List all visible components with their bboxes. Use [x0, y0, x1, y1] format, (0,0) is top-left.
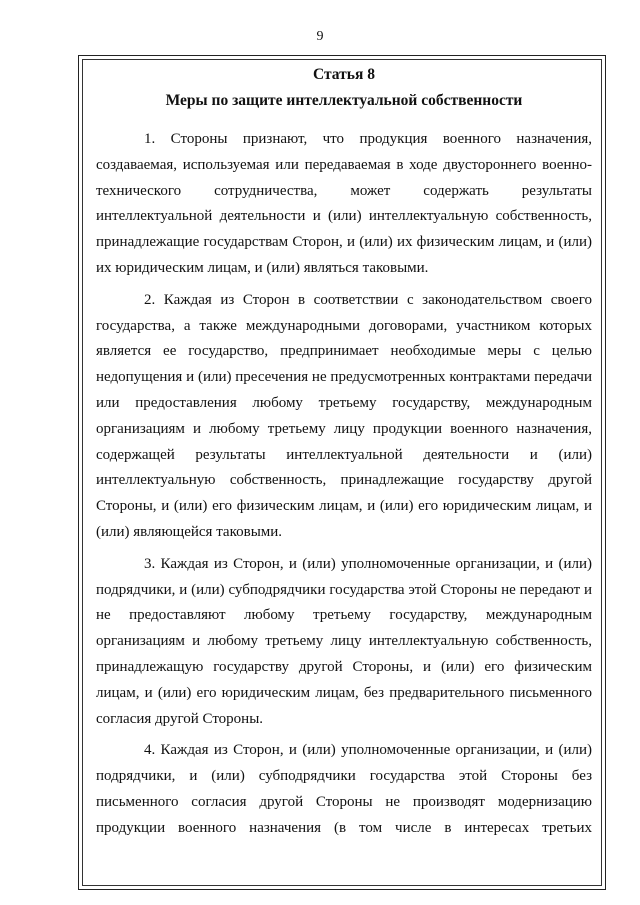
- paragraph-2: 2. Каждая из Сторон в соответствии с законодательством своего государства, а также международными договорами, участником которых является ее государство, предпринимает необходимые меры с целью недопущения и (или) пресечения не предусмотренных контрактами передачи или предоставления любому третьему государству, международным организациям и любому третьему лицу продукции военного назначения, содержащей результаты интеллектуальной деятельности и (или) интеллектуальную собственность, принадлежащие государству другой Стороны, и (или) его физическим лицам, и (или) его юридическим лицам, и (или) являющейся таковыми.: [96, 291, 592, 540]
- paragraph-3: 3. Каждая из Сторон, и (или) уполномоченные организации, и (или) подрядчики, и (или) субподрядчики государства этой Стороны не передают и не предоставляют любому третьему государству, международным организациям и любому третьему лицу интеллектуальную собственность, принадлежащую государству другой Стороны, и (или) его физическим лицам, и (или) его юридическим лицам, без предварительного письменного согласия другой Стороны.: [96, 555, 592, 727]
- article-body: [96, 62, 592, 848]
- article-number: Статья 8: [313, 66, 375, 83]
- paragraph-4: 4. Каждая из Сторон, и (или) уполномоченные организации, и (или) подрядчики, и (или) субподрядчики государства этой Стороны без письменного согласия другой Стороны не производят модернизацию продукции военного назначения (в том числе в интересах третьих: [96, 742, 592, 836]
- article-title: Меры по защите интеллектуальной собственности: [165, 92, 523, 109]
- page-number: 9: [316, 29, 324, 44]
- paragraph-1: 1. Стороны признают, что продукция военного назначения, создаваемая, используемая или передаваемая в ходе двустороннего военно-технического сотрудничества, может содержать результаты интеллектуальной деятельности и (или) интеллектуальную собственность, принадлежащие государствам Сторон, и (или) их физическим лицам, и (или) их юридическим лицам, и (или) являться таковыми.: [96, 131, 592, 276]
